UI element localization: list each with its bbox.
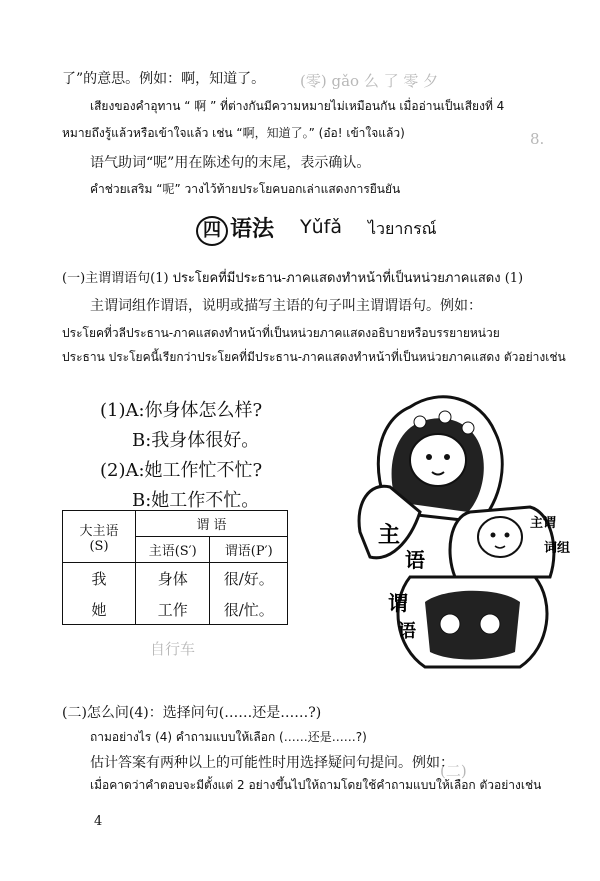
- cell-text: 很/好。: [223, 569, 274, 588]
- bleed-through-text: 8.: [530, 130, 545, 148]
- header-label: 大主语: [79, 523, 119, 539]
- heading-number: 四: [196, 216, 228, 246]
- text-line: เมื่อคาดว่าคำตอบจะมีตั้งแต่ 2 อย่างขึ้นไปให้ถามโดยใช้คำถามแบบให้เลือก ตัวอย่างเช่น: [90, 778, 542, 792]
- bleed-through-text: (零) gǎo 么 了 零 夕: [300, 72, 439, 90]
- text-line: หมายถึงรู้แล้วหรือเข้าใจแล้ว เช่น “啊，知道了。” (อ๋อ! เข้าใจแล้ว): [62, 126, 405, 140]
- example-line: (1)A:你身体怎么样?: [100, 400, 263, 421]
- cell-text: 很/忙。: [223, 600, 274, 619]
- doll-label: 主谓: [530, 516, 557, 531]
- cell-text: 工作: [157, 600, 188, 619]
- header-predicate: 谓 语: [136, 511, 288, 537]
- text-line: เสียงของคำอุทาน “ 啊 ” ที่ต่างกันมีความหมายไม่เหมือนกัน เมื่ออ่านเป็นเสียงที่ 4: [90, 99, 505, 113]
- nesting-doll-illustration: [350, 362, 580, 682]
- subsection-title: (二)怎么问(4)：选择问句(……还是……?): [62, 705, 322, 721]
- text-line: 了”的意思。例如：啊，知道了。: [62, 71, 266, 87]
- text-line: 估计答案有两种以上的可能性时用选择疑问句提问。例如：: [90, 755, 454, 771]
- grammar-table: [62, 510, 288, 625]
- header-sub-predicate: 谓语(P′): [210, 537, 288, 563]
- header-big-subject: [63, 511, 136, 563]
- example-line: (2)A:她工作忙不忙?: [100, 460, 263, 481]
- doll-flower: [462, 422, 474, 434]
- doll-eye: [426, 454, 432, 460]
- doll-label: 词组: [544, 541, 571, 556]
- bleed-through-text: 自行车: [150, 640, 196, 658]
- table-cell: [210, 563, 288, 625]
- doll-face: [478, 517, 522, 557]
- table-cell: [136, 563, 210, 625]
- doll-pattern: [425, 591, 520, 660]
- doll-label: 主: [378, 523, 401, 548]
- doll-flower: [439, 411, 451, 423]
- page-number: 4: [94, 814, 103, 829]
- doll-label: 语: [405, 548, 425, 572]
- heading-chinese: [196, 212, 274, 246]
- text-line: ถามอย่างไร (4) คำถามแบบให้เลือก (……还是……?): [90, 730, 367, 744]
- header-sub-subject: 主语(S′): [136, 537, 210, 563]
- text-line: คำช่วยเสริม “呢” วางไว้ท้ายประโยคบอกเล่าแสดงการยืนยัน: [90, 182, 401, 196]
- example-line: B:她工作不忙。: [132, 490, 260, 511]
- doll-eye: [444, 454, 450, 460]
- doll-face: [410, 434, 466, 486]
- heading-title: 语法: [230, 217, 275, 242]
- text-line: 语气助词“呢”用在陈述句的末尾，表示确认。: [90, 155, 371, 171]
- header-label: (S): [89, 538, 109, 554]
- text-line: 主谓词组作谓语，说明或描写主语的句子叫主谓谓语句。例如：: [90, 298, 482, 314]
- cell-text: 她: [91, 600, 107, 619]
- doll-eye: [505, 533, 510, 538]
- text-line: ประธาน ประโยคนี้เรียกว่าประโยคที่มีประธาน-ภาคแสดงทำหน้าที่เป็นหน่วยภาคแสดง ตัวอย่างเช่น: [62, 350, 566, 364]
- subsection-title: (一)主谓谓语句(1) ประโยคที่มีประธาน-ภาคแสดงทำหน้าที่เป็นหน่วยภาคแสดง (1): [62, 271, 524, 286]
- doll-eye: [491, 533, 496, 538]
- doll-flower: [440, 614, 460, 634]
- doll-flower: [480, 614, 500, 634]
- doll-label: 谓: [388, 591, 408, 615]
- doll-label: 语: [398, 621, 416, 642]
- text-line: ประโยคที่วลีประธาน-ภาคแสดงทำหน้าที่เป็นหน่วยภาคแสดงอธิบายหรือบรรยายหน่วย: [62, 326, 500, 340]
- heading-thai: ไวยากรณ์: [368, 219, 437, 238]
- section-heading: [196, 212, 446, 248]
- table-cell: [63, 563, 136, 625]
- doll-flower: [414, 416, 426, 428]
- cell-text: 我: [91, 569, 107, 588]
- cell-text: 身体: [157, 569, 188, 588]
- heading-pinyin: Yǔfǎ: [300, 216, 342, 238]
- bleed-through-text: (二): [440, 762, 467, 780]
- example-line: B:我身体很好。: [132, 430, 260, 451]
